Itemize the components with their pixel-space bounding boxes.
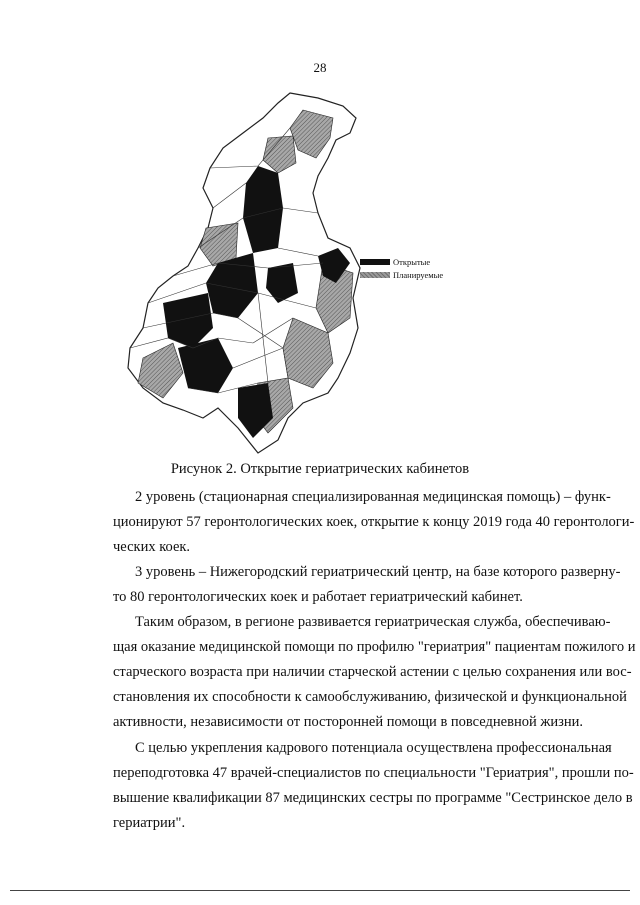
figure-caption: Рисунок 2. Открытие гериатрических кабинетов xyxy=(170,461,470,477)
legend-swatch-open xyxy=(360,259,390,265)
text-line: щая оказание медицинской помощи по профилю "гериатрия" пациентам пожилого и xyxy=(113,639,636,655)
text-line: переподготовка 47 врачей-специалистов по специальности "Гериатрия", прошли по- xyxy=(113,765,634,781)
legend-label-planned: Планируемые xyxy=(393,269,444,280)
text-line: С целью укрепления кадрового потенциала осуществлена профессиональная xyxy=(135,740,612,756)
text-line: вышение квалификации 87 медицинских сестры по программе "Сестринское дело в xyxy=(113,790,633,806)
text-line: гериатрии". xyxy=(113,815,186,831)
paragraph-level-2 xyxy=(113,485,635,560)
text-line: становления их способности к самообслуживанию, физической и функциональной xyxy=(113,689,627,705)
text-line: старческого возраста при наличии старческой астении с целью сохранения или вос- xyxy=(113,664,632,680)
text-line: 2 уровень (стационарная специализированная медицинская помощь) – функ- xyxy=(135,489,611,505)
paragraph-staffing xyxy=(113,736,634,836)
text-line: ческих коек. xyxy=(113,539,191,555)
region-map xyxy=(118,88,368,458)
text-line: Таким образом, в регионе развивается гериатрическая служба, обеспечиваю- xyxy=(135,614,611,630)
paragraph-conclusion xyxy=(113,610,636,735)
paragraph-level-3 xyxy=(113,560,621,610)
map-legend xyxy=(360,255,443,281)
page-bottom-rule xyxy=(10,890,630,891)
text-line: то 80 геронтологических коек и работает гериатрический кабинет. xyxy=(113,589,523,605)
text-line: 3 уровень – Нижегородский гериатрический центр, на базе которого разверну- xyxy=(135,564,621,580)
legend-label-open: Открытые xyxy=(393,256,431,267)
page-number: 28 xyxy=(313,60,327,75)
legend-swatch-planned xyxy=(360,272,390,278)
legend-item-open xyxy=(360,255,443,268)
legend-item-planned xyxy=(360,268,443,281)
text-line: ционируют 57 геронтологических коек, открытие к концу 2019 года 40 геронтологи- xyxy=(113,514,635,530)
text-line: активности, независимости от посторонней помощи в повседневной жизни. xyxy=(113,714,584,730)
